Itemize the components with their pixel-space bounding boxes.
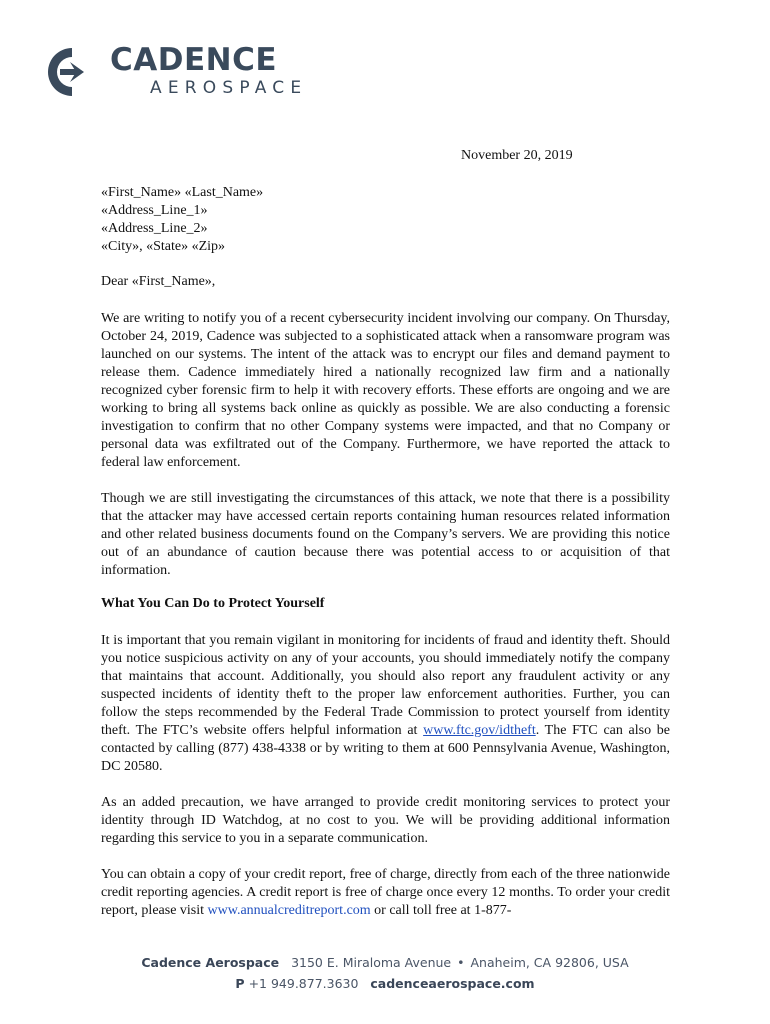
logo-wordmark-aerospace: AEROSPACE (150, 78, 308, 98)
footer-website[interactable]: cadenceaerospace.com (370, 976, 535, 991)
ftc-link[interactable]: www.ftc.gov/idtheft (423, 723, 536, 738)
paragraph-text: You can obtain a copy of your credit report, free of charge, directly from each of the three nationwide credit reporting agencies. A credit report is free of charge once every 12 months. To order your credit report, please visit (101, 867, 670, 918)
annualcreditreport-link[interactable]: www.annualcreditreport.com (207, 903, 371, 918)
section-heading: What You Can Do to Protect Yourself (101, 596, 325, 611)
footer-bullet: • (457, 955, 465, 970)
paragraph-incident: We are writing to notify you of a recent cybersecurity incident involving our company. On Thursday, October 24, 2019, Cadence was subjected to a sophisticated attack when a ransomware program was launched on our systems. The intent of the attack was to encrypt our files and demand payment to release them. Cadence immediately hired a nationally recognized law firm and a nationally recognized cyber forensic firm to help it with recovery efforts. These efforts are ongoing and we are working to bring all systems back online as quickly as possible. We are also conducting a forensic investigation to confirm that no other Company systems were impacted, and that no Company or personal data was exfiltrated out of the Company. Furthermore, we have reported the attack to federal law enforcement. (101, 311, 670, 470)
paragraph-text: or call toll free at 1-877- (370, 903, 512, 918)
address-line: «Address_Line_1» (101, 203, 208, 218)
paragraph-text: . The FTC can also be contacted by calling (877) 438-4338 or by writing to them at 600 Pennsylvania Avenue, Washington, DC 20580. (101, 723, 670, 774)
footer-phone-label: P (235, 976, 245, 991)
paragraph-monitoring: As an added precaution, we have arranged to provide credit monitoring services to protect your identity through ID Watchdog, at no cost to you. We will be providing additional information regarding this service to you in a separate communication. (101, 795, 670, 846)
footer-contact-line (0, 973, 770, 994)
footer-city: Anaheim, CA 92806, USA (470, 955, 629, 970)
footer-phone: +1 949.877.3630 (248, 976, 359, 991)
logo-wordmark-cadence: CADENCE (110, 42, 278, 78)
paragraph-protect (101, 632, 670, 776)
footer-address-line (0, 952, 770, 973)
address-line: «First_Name» «Last_Name» (101, 185, 264, 200)
recipient-address (101, 184, 263, 256)
letterhead-footer (0, 952, 770, 994)
cadence-chevron-icon (46, 46, 98, 98)
paragraph-credit-report (101, 866, 670, 920)
letter-date: November 20, 2019 (461, 148, 573, 163)
address-line: «Address_Line_2» (101, 221, 208, 236)
company-logo (46, 42, 308, 102)
salutation: Dear «First_Name», (101, 274, 216, 289)
address-line: «City», «State» «Zip» (101, 239, 226, 254)
paragraph-text: It is important that you remain vigilant in monitoring for incidents of fraud and identity theft. Should you notice suspicious activity on any of your accounts, you should immediately notify the company that maintains that account. Additionally, you should also report any fraudulent activity or any suspected incidents of identity theft to the proper law enforcement authorities. Further, you can follow the steps recommended by the Federal Trade Commission to protect yourself from identity theft. The FTC’s website offers helpful information at (101, 633, 670, 738)
paragraph-investigation: Though we are still investigating the circumstances of this attack, we note that there is a possibility that the attacker may have accessed certain reports containing human resources related information and other related business documents found on the Company’s servers. We are providing this notice out of an abundance of caution because there was potential access to or acquisition of that information. (101, 491, 670, 578)
footer-company: Cadence Aerospace (141, 955, 280, 970)
footer-street: 3150 E. Miraloma Avenue (291, 955, 452, 970)
